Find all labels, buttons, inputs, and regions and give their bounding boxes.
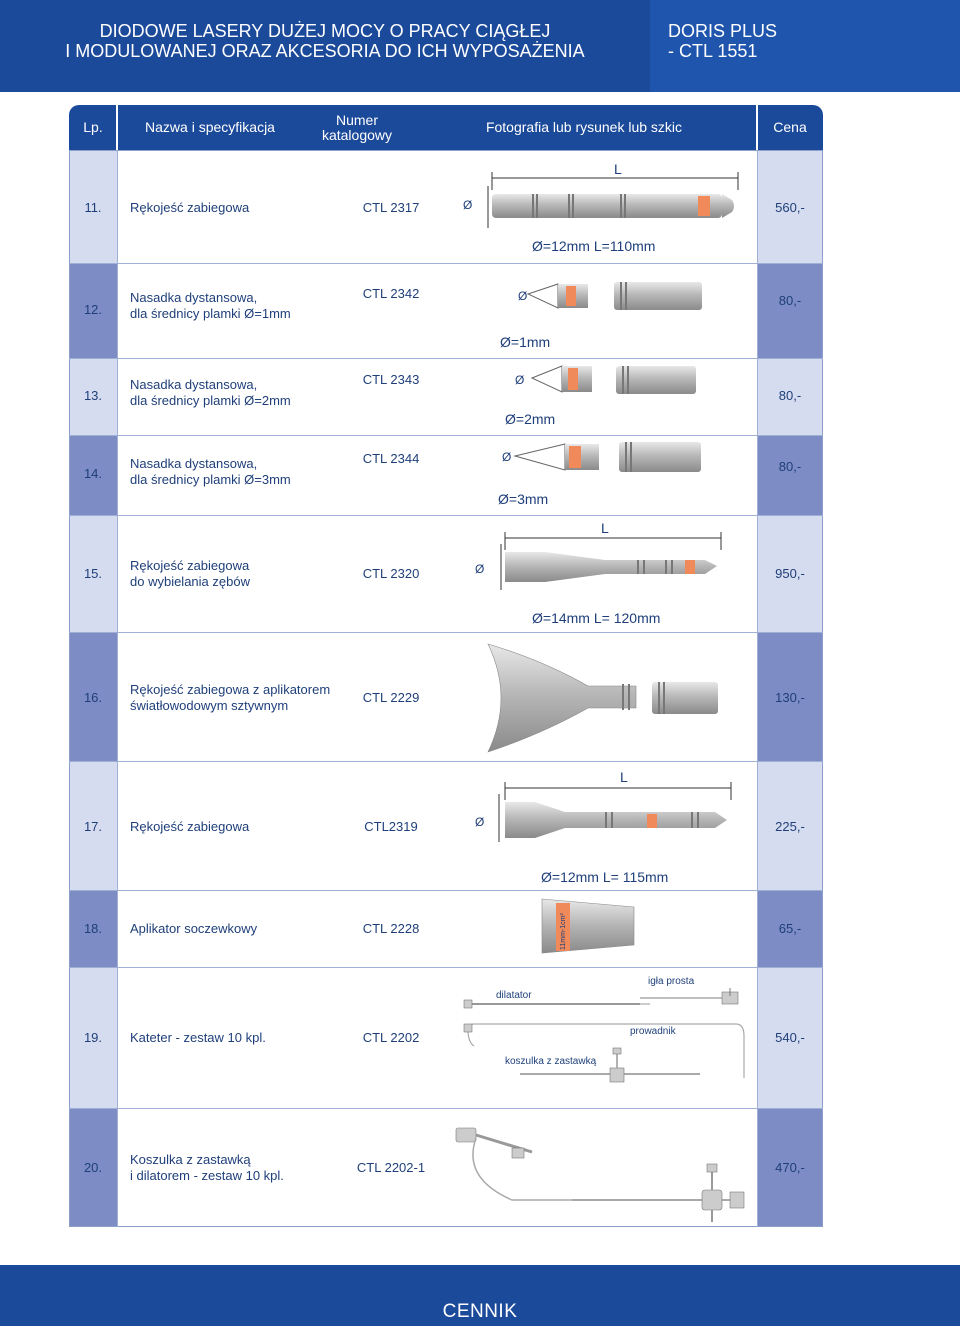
row-14-dimensions xyxy=(498,491,548,507)
diameter-symbol: Ø xyxy=(532,610,543,626)
page-footer xyxy=(0,1265,960,1326)
diameter-symbol: Ø xyxy=(505,411,516,427)
header-divider xyxy=(756,105,758,150)
row-divider xyxy=(69,1108,823,1109)
header-product-line1: DORIS PLUS xyxy=(668,21,778,41)
row-18-name: Aplikator soczewkowy xyxy=(130,921,258,936)
row-18-catalog: CTL 2228 xyxy=(362,921,420,936)
row-17-lp: 17. xyxy=(83,819,103,834)
lens-applicator-drawing xyxy=(538,897,638,957)
row-12-lp: 12. xyxy=(83,302,103,317)
row-15-price: 950,- xyxy=(775,566,805,581)
diameter-symbol: Ø xyxy=(541,869,552,885)
row-20-name-line2: i dilatorem - zestaw 10 kpl. xyxy=(130,1168,284,1183)
row-13-price: 80,- xyxy=(778,388,802,403)
row-divider xyxy=(69,515,823,516)
row-20-name-line1: Koszulka z zastawką xyxy=(130,1152,251,1167)
row-19-label-sheath: koszulka z zastawką xyxy=(505,1056,597,1067)
row-20-lp: 20. xyxy=(83,1160,103,1175)
row-14-catalog: CTL 2344 xyxy=(362,451,420,466)
column-divider xyxy=(757,150,758,1227)
row-12-price: 80,- xyxy=(778,293,802,308)
row-12-name-line1: Nasadka dystansowa, xyxy=(130,290,258,305)
row-15-lp: 15. xyxy=(83,566,103,581)
col-lp: Lp. xyxy=(69,105,117,150)
row-15-name-line2: do wybielania zębów xyxy=(130,574,250,589)
row-16-price: 130,- xyxy=(775,690,805,705)
row-11-lp: 11. xyxy=(84,200,102,215)
header-product-line2: - CTL 1551 xyxy=(668,41,758,61)
fiber-applicator-drawing xyxy=(482,640,732,756)
header-title-line2: I MODULOWANEJ ORAZ AKCESORIA DO ICH WYPOSAŻENIA xyxy=(65,41,585,61)
col-catalog xyxy=(303,105,411,150)
col-price: Cena xyxy=(757,105,823,150)
handpiece-drawing xyxy=(470,170,750,230)
row-19-label-guide: prowadnik xyxy=(630,1026,676,1037)
whitening-handpiece-drawing xyxy=(495,530,735,594)
row-16-catalog: CTL 2229 xyxy=(362,690,420,705)
row-14-dims-text: =3mm xyxy=(508,491,549,507)
row-13-lp: 13. xyxy=(83,388,103,403)
row-12-catalog: CTL 2342 xyxy=(362,286,420,301)
row-16-name-line2: światłowodowym sztywnym xyxy=(130,698,289,713)
row-18-price: 65,- xyxy=(778,921,802,936)
row-15-catalog: CTL 2320 xyxy=(362,566,420,581)
row-14-diameter-symbol: Ø xyxy=(502,450,512,464)
row-divider xyxy=(69,435,823,436)
row-18-lens-label: 11mm-1cm² xyxy=(560,913,567,950)
page-header xyxy=(0,0,960,92)
diameter-symbol: Ø xyxy=(498,491,509,507)
row-14-name-line2: dla średnicy plamki Ø=3mm xyxy=(130,472,291,487)
row-13-diameter-symbol: Ø xyxy=(515,373,525,387)
row-11-diameter-symbol: Ø xyxy=(463,198,473,212)
row-12-diameter-symbol: Ø xyxy=(518,289,528,303)
row-17-price: 225,- xyxy=(775,819,805,834)
row-16-lp: 16. xyxy=(83,690,103,705)
header-title-line1: DIODOWE LASERY DUŻEJ MOCY O PRACY CIĄGŁEJ xyxy=(99,21,551,41)
row-15-name-line1: Rękojeść zabiegowa xyxy=(130,558,250,573)
row-divider xyxy=(69,890,823,891)
row-20-price: 470,- xyxy=(775,1160,805,1175)
row-11-price: 560,- xyxy=(775,200,805,215)
row-17-dimensions xyxy=(541,869,668,885)
row-13-dims-text: =2mm xyxy=(515,411,556,427)
sheath-dilator-drawing xyxy=(452,1118,752,1226)
row-15-diameter-symbol: Ø xyxy=(475,562,485,576)
row-13-name-line2: dla średnicy plamki Ø=2mm xyxy=(130,393,291,408)
spacer-tip-drawing xyxy=(515,442,715,478)
row-17-name: Rękojeść zabiegowa xyxy=(130,819,250,834)
col-catalog-line1: Numer xyxy=(335,111,378,128)
table-header xyxy=(69,105,823,150)
row-11-length-label: L xyxy=(614,161,622,177)
col-name: Nazwa i specyfikacja xyxy=(117,105,303,150)
row-19-lp: 19. xyxy=(83,1030,103,1045)
row-11-dimensions xyxy=(532,238,655,254)
diameter-symbol: Ø xyxy=(500,334,511,350)
diameter-symbol: Ø xyxy=(532,238,543,254)
row-12-dims-text: =1mm xyxy=(510,334,551,350)
row-15-length-label: L xyxy=(601,520,609,536)
row-13-catalog: CTL 2343 xyxy=(362,372,420,387)
col-photo: Fotografia lub rysunek lub szkic xyxy=(411,105,757,150)
spacer-tip-drawing xyxy=(528,280,708,316)
handpiece-drawing xyxy=(495,778,745,850)
row-19-name: Kateter - zestaw 10 kpl. xyxy=(130,1030,266,1045)
header-divider xyxy=(116,105,118,150)
catheter-kit-drawing xyxy=(460,980,750,1090)
row-16-name-line1: Rękojeść zabiegowa z aplikatorem xyxy=(130,682,331,697)
column-divider xyxy=(117,150,118,1227)
row-divider xyxy=(69,263,823,264)
row-12-dimensions xyxy=(500,334,550,350)
row-12-name-line2: dla średnicy plamki Ø=1mm xyxy=(130,306,291,321)
row-20-catalog: CTL 2202-1 xyxy=(356,1160,426,1175)
row-divider xyxy=(69,358,823,359)
spacer-tip-drawing xyxy=(528,364,708,400)
row-14-price: 80,- xyxy=(778,459,802,474)
row-18-lp: 18. xyxy=(83,921,103,936)
row-11-name: Rękojeść zabiegowa xyxy=(130,200,250,215)
row-17-diameter-symbol: Ø xyxy=(475,815,485,829)
row-19-catalog: CTL 2202 xyxy=(362,1030,420,1045)
row-divider xyxy=(69,967,823,968)
row-11-catalog: CTL 2317 xyxy=(362,200,420,215)
row-13-name-line1: Nasadka dystansowa, xyxy=(130,377,258,392)
footer-label: CENNIK xyxy=(442,1301,518,1322)
row-17-length-label: L xyxy=(620,769,628,785)
row-17-dims-text: =12mm L= 115mm xyxy=(551,869,669,885)
row-15-dims-text: =14mm L= 120mm xyxy=(542,610,661,626)
row-19-label-needle: igła prosta xyxy=(648,976,695,987)
row-11-dims-text: =12mm L=110mm xyxy=(542,238,656,254)
row-14-lp: 14. xyxy=(83,466,103,481)
row-15-dimensions xyxy=(532,610,660,626)
row-17-catalog: CTL2319 xyxy=(364,819,418,834)
row-19-price: 540,- xyxy=(775,1030,805,1045)
col-catalog-line2: katalogowy xyxy=(321,126,393,143)
row-19-label-dilator: dilatator xyxy=(496,990,532,1001)
row-divider xyxy=(69,632,823,633)
row-14-name-line1: Nasadka dystansowa, xyxy=(130,456,258,471)
row-divider xyxy=(69,761,823,762)
row-13-dimensions xyxy=(505,411,555,427)
